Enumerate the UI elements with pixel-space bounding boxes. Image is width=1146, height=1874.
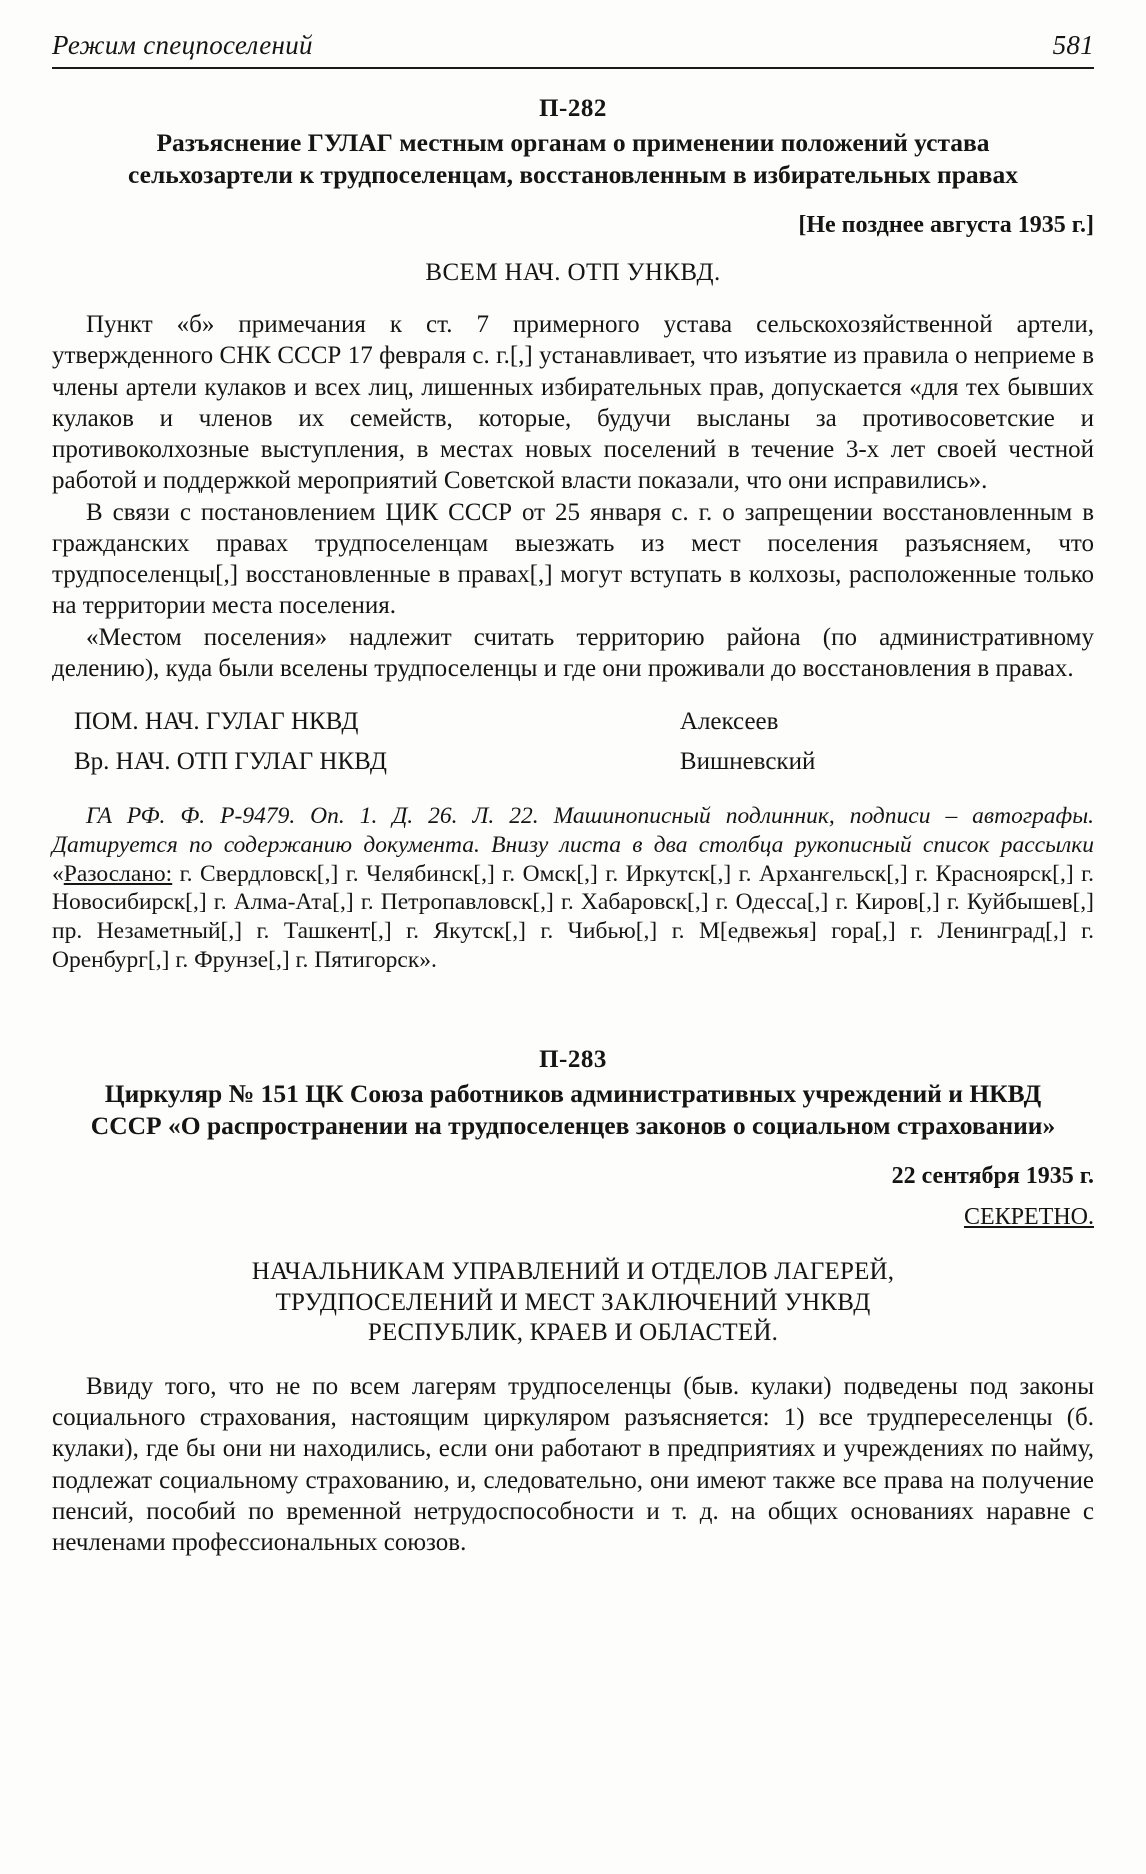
section-spacer [52,974,1094,1020]
document-date: 22 сентября 1935 г. [891,1163,1094,1190]
document-title: Циркуляр № 151 ЦК Союза работников административных учреждений и НКВД СССР «О распространении на трудпоселенцев законов о социальном страховании» [90,1079,1056,1140]
signature-post: Вр. НАЧ. ОТП ГУЛАГ НКВД [74,748,387,776]
addressee-line: ТРУДПОСЕЛЕНИЙ И МЕСТ ЗАКЛЮЧЕНИЙ УНКВД [275,1288,871,1316]
signature-name: Вишневский [679,748,816,776]
document-addressee [52,1257,1094,1349]
document-number: П-282 [539,95,607,122]
archival-reference [52,802,1094,974]
addressee-line: РЕСПУБЛИК, КРАЕВ И ОБЛАСТЕЙ. [367,1319,779,1347]
paragraph: Пункт «б» примечания к ст. 7 примерного устава сельскохозяйственной артели, утвержденного СНК СССР 17 февраля с. г.[,] устанавливает, что изъятие из правила о неприеме в члены артели кулаков и всех лиц, лишенных избирательных прав, допускается «для тех бывших кулаков и членов их семейств, которые, будучи высланы за противосоветские и противоколхозные выступления, в местах новых поселений в течение 3-х лет своей честной работой и поддержкой мероприятий Советской власти показали, что они исправились». [52,311,1094,495]
addressee-line: НАЧАЛЬНИКАМ УПРАВЛЕНИЙ И ОТДЕЛОВ ЛАГЕРЕЙ, [251,1258,895,1286]
document-title: Разъяснение ГУЛАГ местным органам о применении положений устава сельхозартели к трудпоселенцам, восстановленным в избирательных правах [128,128,1018,189]
document-date: [Не позднее августа 1935 г.] [798,212,1094,239]
signature-block [52,708,1094,776]
document-p282 [52,95,1094,974]
document-addressee: ВСЕМ НАЧ. ОТП УНКВД. [425,259,721,287]
running-head-title: Режим спецпоселений [52,30,313,60]
secrecy-stamp [52,1204,1094,1231]
archival-reference-italic: ГА РФ. Ф. Р-9479. Оп. 1. Д. 26. Л. 22. Машинописный подлинник, подписи – автографы. Датируется по содержанию документа. Внизу листа в два столбца рукописный список рассылки [52,803,1094,858]
page-number: 581 [1052,30,1094,60]
document-number: П-283 [539,1046,607,1074]
signature-row [52,748,1094,776]
header-rule [52,67,1094,69]
signature-post: ПОМ. НАЧ. ГУЛАГ НКВД [74,708,359,736]
page-content [52,30,1094,1558]
paragraph: «Местом поселения» надлежит считать территорию района (по административному делению), куда были вселены трудпоселенцы и где они проживали до восстановления в правах. [52,623,1094,682]
secrecy-stamp-text: СЕКРЕТНО. [963,1204,1094,1231]
signature-name: Алексеев [679,708,779,736]
paragraph: Ввиду того, что не по всем лагерям трудпоселенцы (быв. кулаки) подведены под законы социального страхования, настоящим циркуляром разъясняется: 1) все трудпереселенцы (б. кулаки), где бы они ни находились, если они работают в предприятиях и учреждениях по найму, подлежат социальному страхованию, и, следовательно, они имеют также все права на получение пенсий, пособий по временной нетрудоспособности и т. д. на общих основаниях наравне с нечленами профессиональных союзов. [52,1372,1094,1557]
archival-reference-underlined: Разослано: [63,860,173,887]
quote-open: « [52,860,64,887]
signature-row [52,708,1094,736]
running-head [52,30,1094,61]
document-p283 [52,1046,1094,1558]
archival-reference-rest: г. Свердловск[,] г. Челябинск[,] г. Омск[,] г. Иркутск[,] г. Архангельск[,] г. Красноярск[,] г. Новосибирск[,] г. Алма-Ата[,] г. Петропавловск[,] г. Хабаровск[,] г. Одесса[,] г. Киров[,] г. Куйбышев[,] пр. Незаметный[,] г. Ташкент[,] г. Якутск[,] г. Чибью[,] г. М[едвежья] гора[,] г. Ленинград[,] г. Оренбург[,] г. Фрунзе[,] г. Пятигорск». [52,860,1094,973]
paragraph: В связи с постановлением ЦИК СССР от 25 января с. г. о запрещении восстановленным в гражданских правах трудпоселенцам выезжать из мест поселения разъясняем, что трудпоселенцы[,] восстановленные в правах[,] могут вступать в колхозы, расположенные только на территории места поселения. [52,498,1094,620]
